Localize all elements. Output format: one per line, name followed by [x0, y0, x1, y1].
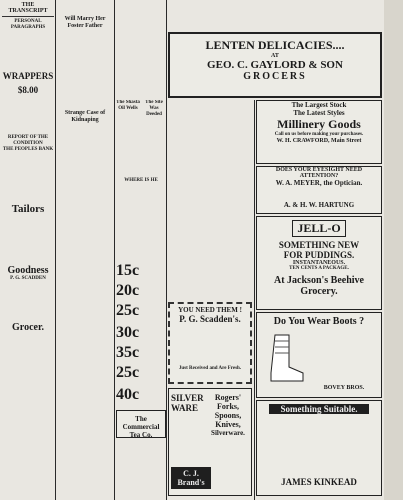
ad-firm: BOVEY BROS.	[323, 385, 365, 391]
article-text	[257, 187, 381, 201]
ad-line: FOR PUDDINGS.	[283, 250, 355, 260]
column-3-articles	[116, 100, 166, 260]
ad-line: TEN CENTS A PACKAGE.	[289, 266, 349, 271]
headline: PERSONAL PARAGRAPHS	[10, 19, 46, 30]
ad-footer: Just Received and Are Fresh.	[178, 366, 242, 371]
headline: Grocer.	[12, 322, 44, 333]
ad-name: JAMES KINKEAD	[281, 477, 357, 487]
article-text	[2, 282, 54, 322]
silverware-ad	[168, 388, 252, 496]
ad-name: W. A. MEYER, the Optician.	[275, 179, 363, 187]
article-text	[2, 95, 54, 135]
ad-title: LENTEN DELICACIES....	[205, 38, 345, 52]
ad-line: SOMETHING NEW	[278, 240, 360, 250]
article-text	[2, 215, 54, 265]
price: $8.00	[17, 85, 39, 95]
article-text	[57, 124, 113, 444]
kinkead-ad	[256, 400, 382, 496]
headline: Will Marry Her Foster Father	[64, 16, 106, 29]
ad-title: Millinery Goods	[277, 117, 361, 131]
ad-line: Spoons,	[214, 411, 242, 420]
boot-illustration	[265, 333, 305, 383]
article-text	[2, 153, 54, 203]
ad-firm: A. & H. W. HARTUNG	[283, 201, 355, 209]
ad-title: JELL-O	[292, 220, 346, 237]
ad-title: Something Suitable.	[269, 404, 369, 414]
article-text	[2, 31, 54, 71]
price-item: 30c	[116, 324, 140, 341]
price-list	[116, 262, 166, 412]
millinery-ad	[256, 100, 382, 164]
lenten-delicacies-ad	[168, 32, 382, 98]
subhead: WHERE IS HE	[124, 178, 158, 183]
ad-line: WARE	[171, 403, 199, 413]
ad-line: The Latest Styles	[293, 109, 345, 117]
headline: WRAPPERS	[2, 71, 54, 81]
price-item: 20c	[116, 282, 140, 299]
ad-subtitle: GROCERS	[243, 71, 307, 82]
article-text	[57, 30, 113, 110]
ad-title: DOES YOUR EYESIGHT NEED ATTENTION?	[275, 167, 363, 179]
ad-address: W. H. CRAWFORD, Main Street	[276, 138, 362, 144]
ad-line: Forks,	[217, 402, 239, 411]
boots-ad	[256, 312, 382, 398]
column-rule	[254, 100, 255, 500]
price-item: 40c	[116, 386, 140, 403]
article-text	[309, 333, 379, 383]
page-edge	[384, 0, 403, 500]
ad-note: Call on us before making your purchases.	[274, 132, 364, 137]
commercial-tea-ad	[116, 410, 166, 438]
ad-store-name: P. G. Scadden's.	[179, 314, 241, 324]
masthead: THE TRANSCRIPT	[8, 2, 48, 14]
column-2	[57, 2, 113, 498]
headline: Tailors	[11, 203, 45, 215]
article-text	[116, 118, 166, 178]
headline: The Site Was Deeded	[145, 100, 163, 117]
ad-line: Silverware.	[211, 429, 245, 437]
ad-line: YOU NEED THEM !	[178, 306, 242, 314]
ad-line: SILVER	[171, 393, 204, 403]
headline: REPORT OF THE CONDITION	[7, 135, 49, 146]
ad-title: Do You Wear Boots ?	[273, 316, 365, 327]
ad-store-name: GEO. C. GAYLORD & SON	[207, 59, 343, 71]
headline: Goodness	[7, 265, 49, 276]
article-text	[261, 417, 377, 475]
ad-at: AT	[271, 53, 279, 59]
price-item: 15c	[116, 262, 140, 279]
price-item: 35c	[116, 344, 140, 361]
ad-brand: C. J. Brand's	[171, 467, 211, 489]
headline: The Shasta Oil Wells	[116, 100, 140, 111]
ad-line: INSTANTANEOUS.	[292, 260, 346, 266]
column-rule	[55, 0, 56, 500]
ad-line: Knives,	[215, 420, 241, 429]
headline: P. G. SCADDEN	[10, 276, 46, 281]
column-rule	[114, 0, 115, 500]
ad-line: The Largest Stock	[291, 101, 347, 109]
ad-store: At Jackson's Beehive Grocery.	[274, 275, 364, 297]
scadden-ad	[168, 302, 252, 384]
column-rule	[166, 0, 167, 500]
article-text	[116, 184, 166, 244]
headline: THE PEOPLES BANK	[2, 147, 54, 152]
price-item: 25c	[116, 302, 140, 319]
jello-ad	[256, 216, 382, 310]
article-text	[174, 326, 246, 364]
column-1	[2, 2, 54, 498]
optician-ad	[256, 166, 382, 214]
price-item: 25c	[116, 364, 140, 381]
ad-line: Rogers'	[214, 393, 242, 402]
ad-title: The Commercial Tea Co.	[122, 415, 160, 438]
headline: Strange Case of Kidnaping	[64, 110, 106, 123]
